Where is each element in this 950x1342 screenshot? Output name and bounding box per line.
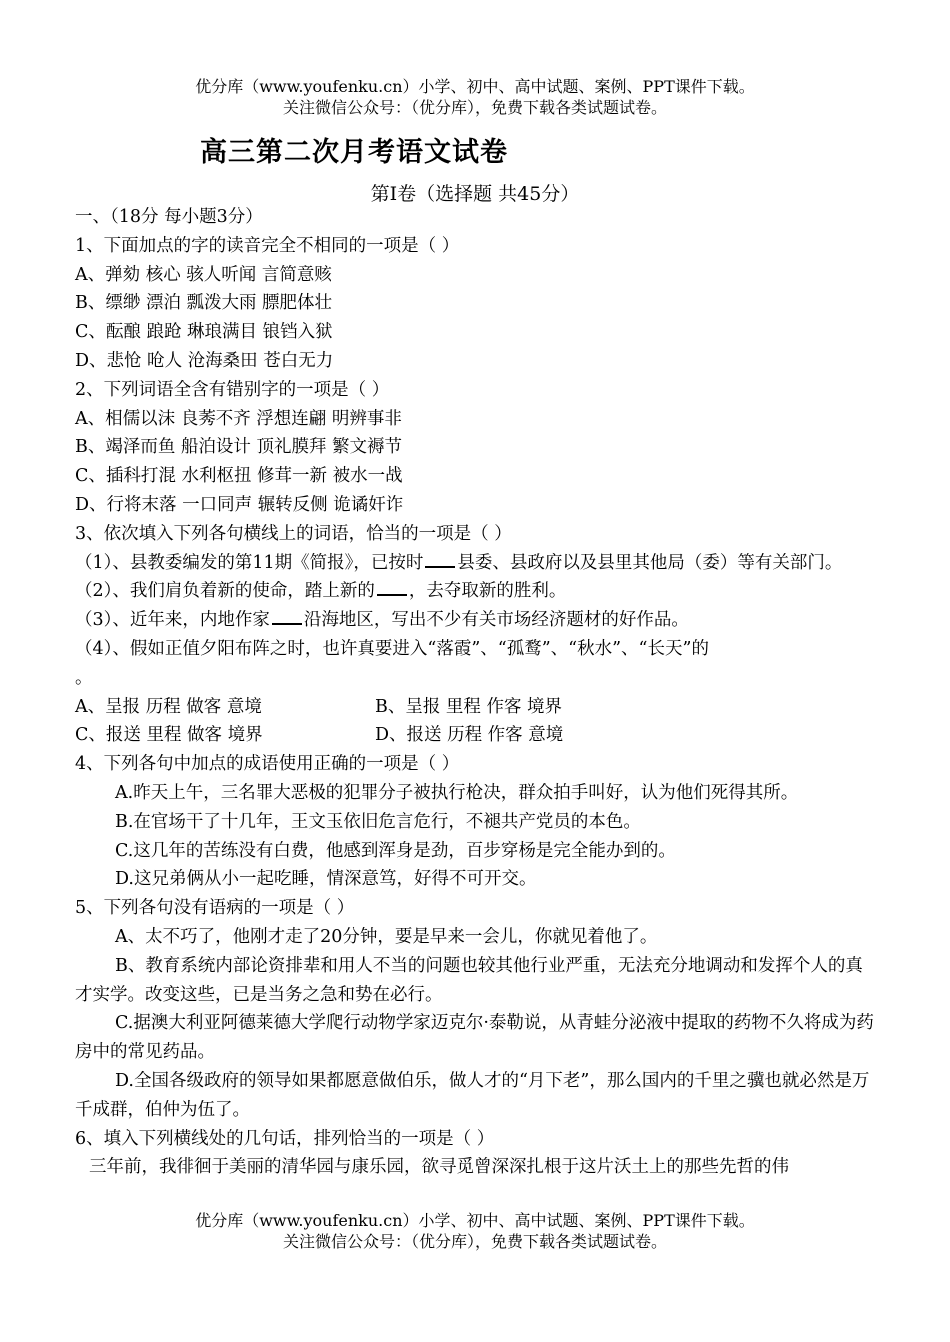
question-3-sentence-4-end: 。 — [75, 667, 93, 688]
question-3-option-c: C、报送 里程 做客 境界 — [75, 725, 263, 746]
question-4-option-b: B.在官场干了十几年，王文玉依旧危言危行，不褪共产党员的本色。 — [115, 811, 641, 832]
sentence-3-part-b: 沿海地区，写出不少有关市场经济题材的好作品。 — [303, 610, 689, 631]
question-5-option-d: D.全国各级政府的领导如果都愿意做伯乐，做人才的“月下老”，那么国内的千里之骥也就必然是万千成群，伯仲为伍了。 — [75, 1070, 870, 1120]
question-6-stem: 6、填入下列横线处的几句话，排列恰当的一项是（ ） — [75, 1128, 495, 1149]
question-3-option-a: A、呈报 历程 做客 意境 — [75, 696, 262, 717]
question-5-option-c: C.据澳大利亚阿德莱德大学爬行动物学家迈克尔·泰勒说，从青蛙分泌液中提取的药物不久将成为药房中的常见药品。 — [75, 1013, 874, 1063]
section-subtitle: 第Ⅰ卷（选择题 共45分） — [370, 183, 580, 205]
header-wechat-line: 关注微信公众号：（优分库），免费下载各类试题试卷。 — [282, 98, 667, 117]
question-2-option-c: C、插科打混 水利枢扭 修茸一新 被水一战 — [75, 466, 403, 487]
question-3-stem: 3、依次填入下列各句横线上的词语，恰当的一项是（ ） — [75, 523, 512, 544]
sentence-1-part-b: 县委、县政府以及县里其他局（委）等有关部门。 — [457, 552, 843, 573]
question-1-option-d: D、悲怆 呛人 沧海桑田 苍白无力 — [75, 350, 334, 371]
question-3-option-b: B、呈报 里程 作客 境界 — [375, 696, 563, 717]
exam-title: 高三第二次月考语文试卷 — [200, 137, 508, 168]
question-4-option-d: D.这兄弟俩从小一起吃睡，情深意笃，好得不可开交。 — [115, 869, 537, 890]
question-4-stem: 4、下列各句中加点的成语使用正确的一项是（ ） — [75, 754, 460, 775]
question-3-sentence-3 — [75, 606, 875, 635]
question-1-option-c: C、酝酿 踉跄 琳琅满目 锒铛入狱 — [75, 322, 333, 343]
question-2-option-d: D、行将末落 一口同声 辗转反侧 诡谲奸诈 — [75, 494, 404, 515]
question-3-sentence-1 — [75, 549, 875, 578]
question-1-option-b: B、缥缈 漂泊 瓢泼大雨 膘肥体壮 — [75, 293, 333, 314]
question-2-option-a: A、相儒以沫 良莠不齐 浮想连翩 明辨事非 — [75, 408, 402, 429]
question-5-stem: 5、下列各句没有语病的一项是（ ） — [75, 898, 355, 919]
question-5-option-b: B、教育系统内部论资排辈和用人不当的问题也较其他行业严重，无法充分地调动和发挥个人的真才实学。改变这些，已是当务之急和势在必行。 — [75, 955, 863, 1005]
question-5-option-a: A、太不巧了，他刚才走了20分钟，要是早来一会儿，你就见着他了。 — [115, 926, 658, 947]
blank-line — [272, 607, 302, 625]
question-3-sentence-2 — [75, 577, 875, 606]
sentence-3-part-a: （3）、近年来，内地作家 — [75, 610, 270, 631]
question-3-options-row-1 — [75, 693, 875, 722]
question-1-stem: 1、下面加点的字的读音完全不相同的一项是（ ） — [75, 235, 460, 256]
footer-wechat-line: 关注微信公众号：（优分库），免费下载各类试题试卷。 — [282, 1232, 667, 1251]
footer-promo-line: 优分库（www.youfenku.cn）小学、初中、高中试题、案例、PPT课件下载。 — [195, 1211, 755, 1230]
blank-line — [377, 578, 407, 596]
header-promo-line: 优分库（www.youfenku.cn）小学、初中、高中试题、案例、PPT课件下载。 — [195, 77, 755, 96]
sentence-1-part-a: （1）、县教委编发的第11期《简报》，已按时 — [75, 552, 424, 573]
question-4-option-a: A.昨天上午，三名罪大恶极的犯罪分子被执行枪决，群众拍手叫好，认为他们死得其所。 — [115, 782, 799, 803]
exam-body — [75, 203, 875, 1182]
section-heading: 一、（18分 每小题3分） — [75, 207, 263, 227]
question-6-passage: 三年前，我徘徊于美丽的清华园与康乐园，欲寻觅曾深深扎根于这片沃土上的那些先哲的伟 — [89, 1157, 789, 1178]
question-1-option-a: A、弹劾 核心 骇人听闻 言简意赅 — [75, 264, 332, 285]
sentence-2-part-a: （2）、我们肩负着新的使命，踏上新的 — [75, 581, 375, 602]
question-3-sentence-4: （4）、假如正值夕阳布阵之时，也许真要进入“落霞”、“孤鹜”、“秋水”、“长天”的 — [75, 638, 709, 659]
question-4-option-c: C.这几年的苦练没有白费，他感到浑身是劲，百步穿杨是完全能办到的。 — [115, 840, 676, 861]
question-3-options-row-2 — [75, 721, 875, 750]
question-3-option-d: D、报送 历程 作客 意境 — [375, 725, 564, 746]
blank-line — [425, 550, 455, 568]
question-2-stem: 2、下列词语全含有错别字的一项是（ ） — [75, 379, 390, 400]
question-2-option-b: B、竭泽而鱼 船泊设计 顶礼膜拜 繁文褥节 — [75, 437, 403, 458]
sentence-2-part-b: ，去夺取新的胜利。 — [408, 581, 567, 602]
